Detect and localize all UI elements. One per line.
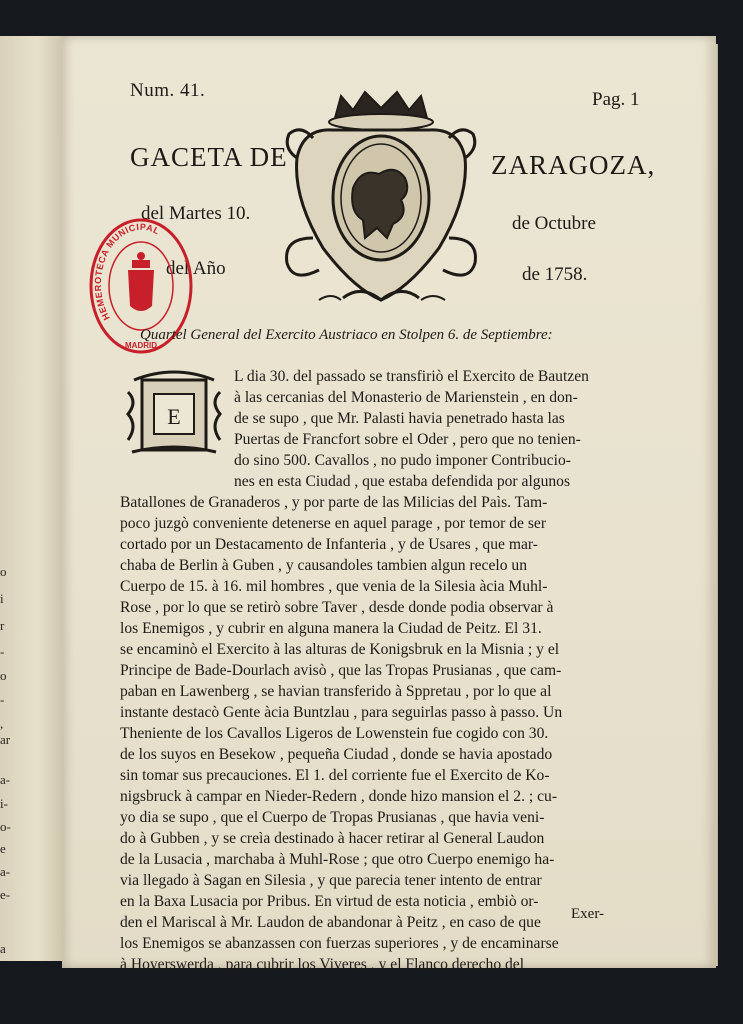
body-line: nes en esta Ciudad , que estaba defendida por algunos [234,473,571,490]
catchword: Exer- [571,906,605,922]
body-line: Cuerpo de 15. à 16. mil hombres , que venia de la Silesia àcia Muhl- [120,578,548,595]
date-weekday: del Martes 10. [141,203,251,224]
body-line: de los suyos en Besekow , pequeña Ciudad , donde se havia apostado [120,746,553,763]
facing-page-fragment: r [0,618,5,633]
date-year: de 1758. [522,264,588,285]
facing-page-fragment: a- [0,864,11,879]
body-line: se encaminò el Exercito à las alturas de Konigsbruk en la Misnia ; y el [120,641,560,658]
body-line: via llegado à Sagan en Silesia , y que parecia tener intento de entrar [120,872,542,889]
body-line: do sino 500. Cavallos , no pudo imponer Contribucio- [234,452,571,469]
facing-page-fragment: e [0,841,6,856]
stamp-ring-text: HEMEROTECA MUNICIPAL [92,221,162,322]
body-line: Batallones de Granaderos , y por parte de las Milicias del Paìs. Tam- [120,494,548,511]
body-line: paban en Lawenberg , se havian transferido à Sppretau , por lo que al [120,683,552,700]
masthead-title-left: GACETA DE [130,142,288,172]
page-number: Pag. 1 [592,89,640,110]
body-line: poco juzgò conveniente detenerse en aquel parage , por temor de ser [120,515,547,532]
stamp-bottom-text: MADRID [125,341,157,350]
facing-page-fragment: i- [0,796,8,811]
coat-of-arms-icon [283,88,479,316]
body-line: Principe de Bade-Dourlach avisò , que las Tropas Prusianas , que cam- [120,662,562,679]
initial-letter: E [167,404,181,429]
body-line: en la Baxa Lusacia por Pribus. En virtud de esta noticia , embiò or- [120,893,539,910]
body-line: de se supo , que Mr. Palasti havia penetrado hasta las [234,410,565,427]
body-line: do à Gubben , y se creìa destinado à hacer retirar al General Laudon [120,830,545,847]
body-line: sin tomar sus precauciones. El 1. del corriente fue el Exercito de Ko- [120,767,550,784]
body-line: chaba de Berlin à Guben , y causandoles tambien algun recelo un [120,557,528,574]
body-line: cortado por un Destacamento de Infanteria , y de Usares , que mar- [120,536,538,553]
facing-page-fragment: - [0,644,5,659]
body-line: los Enemigos , y cubrir en alguna manera la Ciudad de Peitz. El 31. [120,620,542,637]
facing-page-fragment: , [0,716,4,731]
masthead-title-right: ZARAGOZA, [491,150,656,180]
body-line: nigsbruck à campar en Nieder-Redern , donde hizo mansion el 2. ; cu- [120,788,558,805]
issue-number: Num. 41. [130,80,206,101]
facing-page-fragment: o- [0,819,11,834]
facing-page-fragment: e- [0,887,11,902]
body-line: Theniente de los Cavallos Ligeros de Lowenstein fue cogido con 30. [120,725,549,742]
body-line: den el Mariscal à Mr. Laudon de abandonar à Peitz , en caso de que [120,914,541,931]
body-line: Puertas de Francfort sobre el Oder , pero que no tenien- [234,431,581,448]
facing-page [0,36,64,961]
facing-page-fragment: i [0,591,4,606]
facing-page-fragment: a [0,941,6,956]
dateline-subtitle: Quartel General del Exercito Austriaco en Stolpen 6. de Septiembre: [140,327,553,343]
article-body [120,366,644,975]
facing-page-fragment: o [0,564,7,579]
body-line: yo dia se supo , que el Cuerpo de Tropas Prusianas , que havia veni- [120,809,545,826]
facing-page-fragment: ar [0,732,11,747]
facing-page-fragment: a- [0,772,11,787]
body-line: instante destacò Gente àcia Buntzlau , para seguirlas passo à passo. Un [120,704,563,721]
body-line: à las cercanias del Monasterio de Marienstein , en don- [234,389,578,406]
body-line: à Hoyerswerda , para cubrir los Viveres , y el Flanco derecho del [120,956,525,973]
body-line: de la Lusacia , marchaba à Muhl-Rose ; que otro Cuerpo enemigo ha- [120,851,555,868]
body-line: los Enemigos se abanzassen con fuerzas superiores , y de encaminarse [120,935,559,952]
date-year-label: del Año [166,258,226,279]
facing-page-fragment: o [0,668,7,683]
body-line: Rose , por lo que se retirò sobre Taver , desde donde podia observar à [120,599,554,616]
body-line: L dia 30. del passado se transfiriò el Exercito de Bautzen [234,368,589,385]
date-month: de Octubre [512,213,596,234]
facing-page-fragment: - [0,692,5,707]
